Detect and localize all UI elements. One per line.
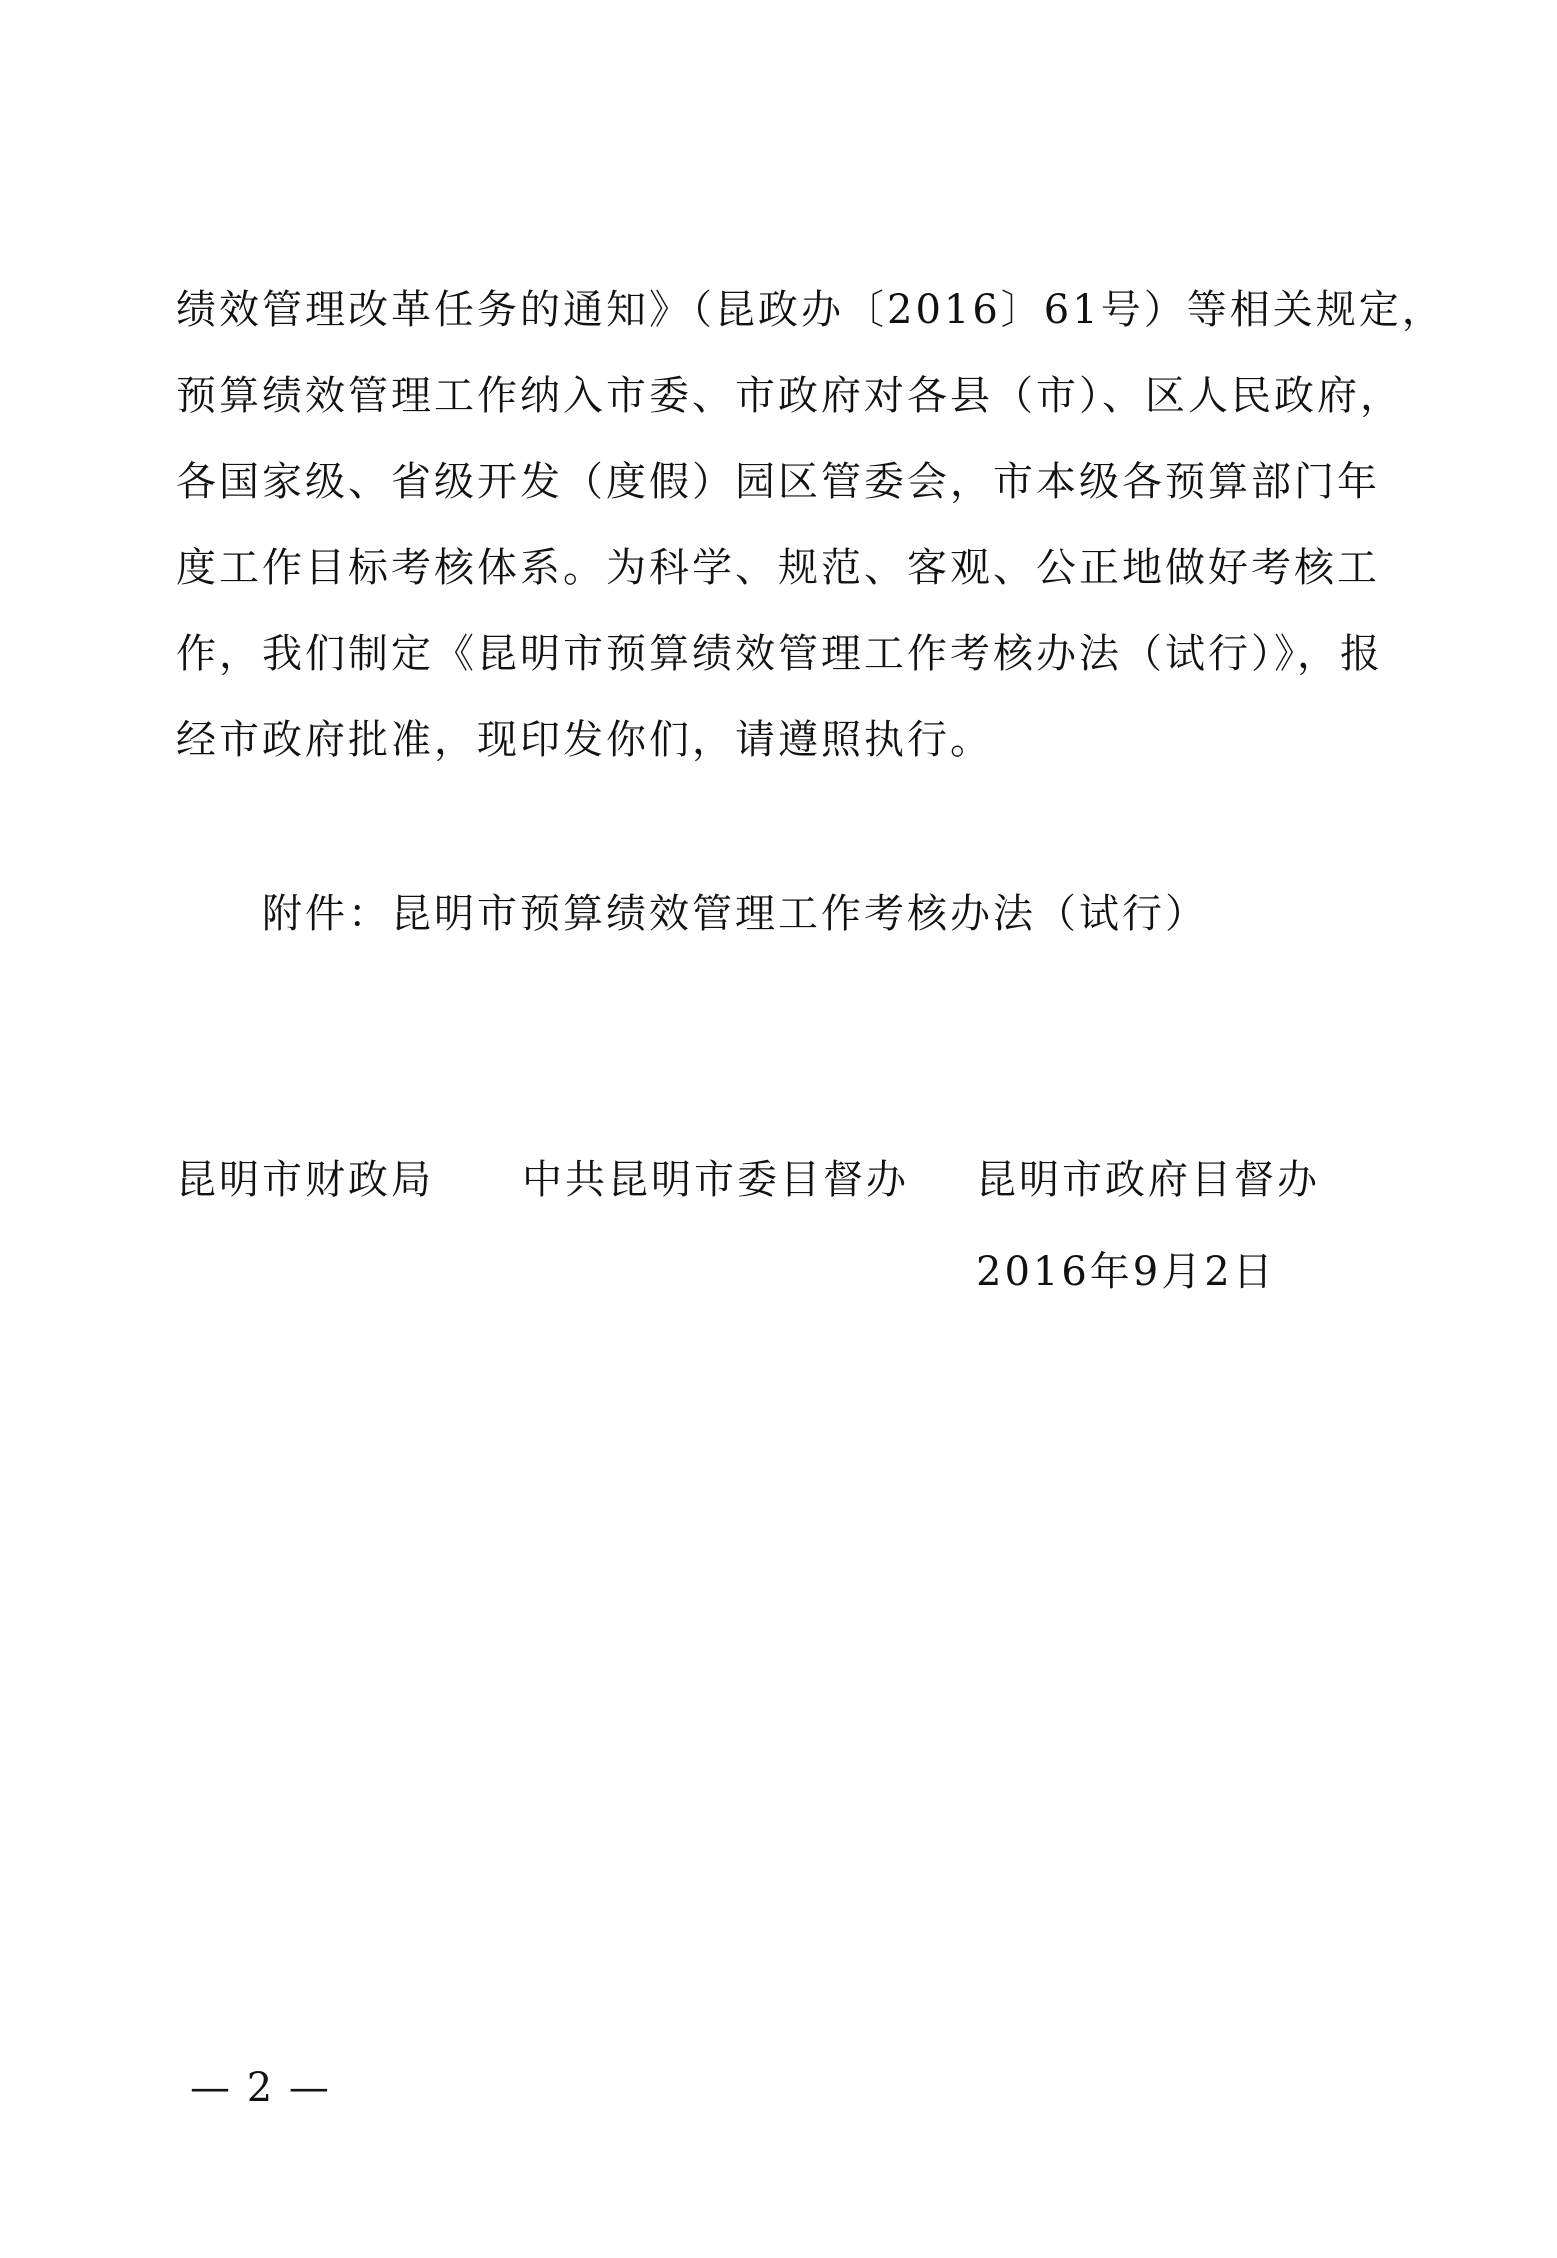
page-number: — 2 —	[190, 2065, 331, 2111]
signatory-party-committee-supervision-office: 中共昆明市委目督办	[522, 1157, 909, 1203]
signatory-government-supervision-office: 昆明市政府目督办	[976, 1157, 1320, 1203]
body-line-5: 作，我们制定《昆明市预算绩效管理工作考核办法（试行）》，报	[176, 631, 1383, 677]
body-line-6: 经市政府批准，现印发你们，请遵照执行。	[176, 717, 993, 763]
document-date: 2016年9月2日	[976, 1249, 1276, 1295]
signatory-finance-bureau: 昆明市财政局	[176, 1157, 434, 1203]
attachment-line: 附件：昆明市预算绩效管理工作考核办法（试行）	[262, 891, 1208, 937]
body-line-1: 绩效管理改革任务的通知》（昆政办〔2016〕61号）等相关规定，	[176, 287, 1445, 333]
body-line-4: 度工作目标考核体系。为科学、规范、客观、公正地做好考核工	[176, 545, 1380, 591]
body-line-2: 预算绩效管理工作纳入市委、市政府对各县（市）、区人民政府，	[176, 373, 1403, 419]
body-line-3: 各国家级、省级开发（度假）园区管委会，市本级各预算部门年	[176, 459, 1380, 505]
